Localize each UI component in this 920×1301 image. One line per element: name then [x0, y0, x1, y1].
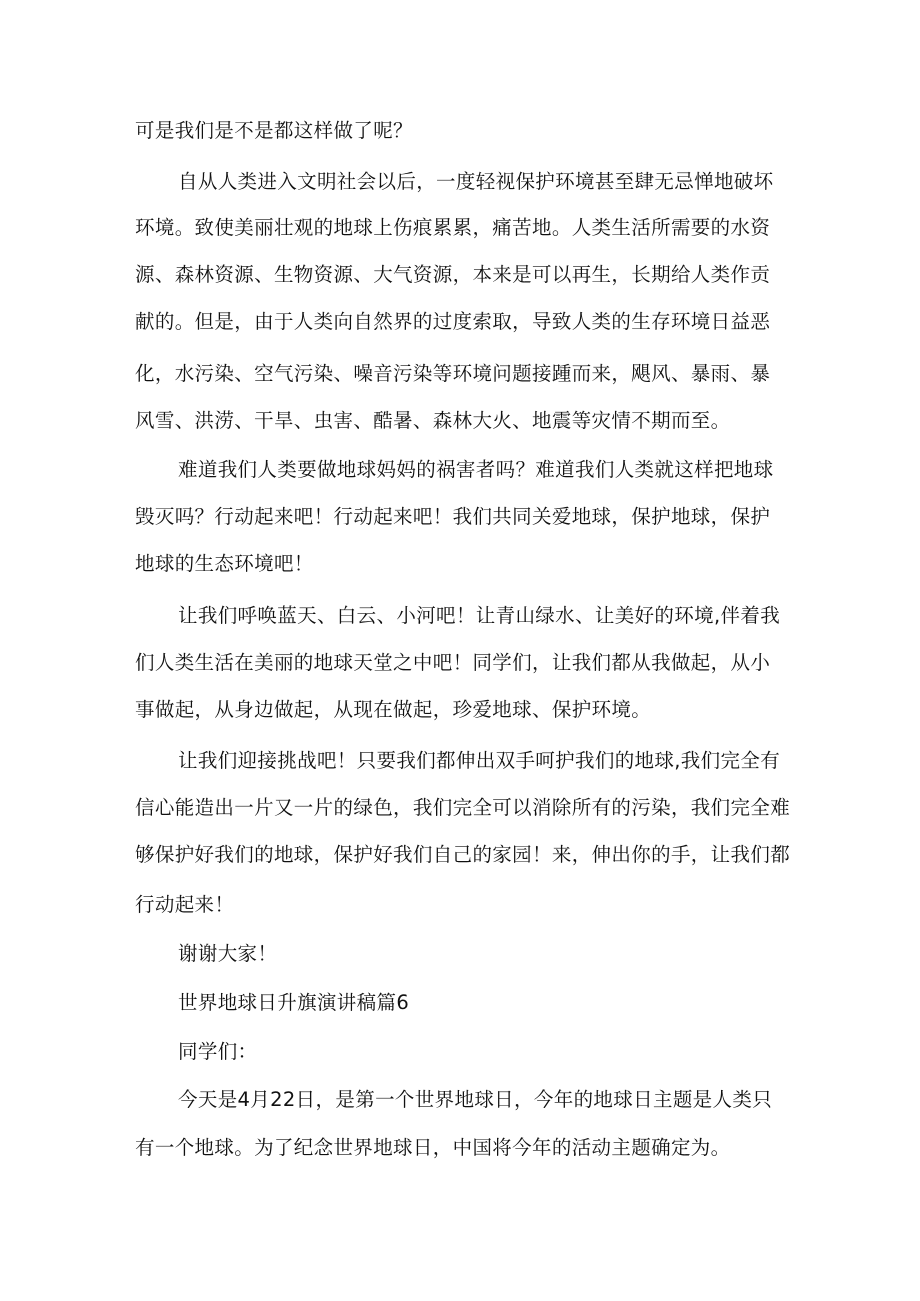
paragraph-first-line: 难道我们人类要做地球妈妈的祸害者吗？难道我们人类就这样把地球 [178, 458, 774, 481]
text-line: 们人类生活在美丽的地球天堂之中吧！同学们，让我们都从我做起，从小 [135, 651, 771, 674]
text-line: 献的。但是，由于人类向自然界的过度索取，导致人类的生存环境日益恶 [135, 310, 771, 333]
text-line: 够保护好我们的地球，保护好我们自己的家园！来，伸出你的手，让我们都 [135, 843, 791, 866]
text-line: 有一个地球。为了纪念世界地球日，中国将今年的活动主题确定为。 [135, 1136, 731, 1159]
paragraph-first-line: 今天是4月22日，是第一个世界地球日，今年的地球日主题是人类只 [178, 1088, 773, 1111]
text-line: 风雪、洪涝、干旱、虫害、酷暑、森林大火、地震等灾情不期而至。 [135, 409, 731, 432]
text-line: 信心能造出一片又一片的绿色，我们完全可以消除所有的污染，我们完全难 [135, 796, 791, 819]
section-heading: 世界地球日升旗演讲稿篇6 [178, 991, 410, 1014]
paragraph-first-line: 让我们迎接挑战吧！只要我们都伸出双手呵护我们的地球,我们完全有 [178, 749, 781, 772]
text-line: 毁灭吗？行动起来吧！行动起来吧！我们共同关爱地球，保护地球，保护 [135, 505, 771, 528]
paragraph-first-line: 自从人类进入文明社会以后，一度轻视保护环境甚至肆无忌惮地破坏 [178, 170, 774, 193]
paragraph-first-line: 让我们呼唤蓝天、白云、小河吧！让青山绿水、让美好的环境,伴着我 [178, 604, 781, 627]
text-line: 可是我们是不是都这样做了呢？ [135, 119, 413, 142]
text-line: 行动起来！ [135, 893, 235, 916]
text-line: 环境。致使美丽壮观的地球上伤痕累累，痛苦地。人类生活所需要的水资 [135, 216, 771, 239]
closing-line: 谢谢大家！ [178, 942, 278, 965]
text-line: 化，水污染、空气污染、噪音污染等环境问题接踵而来，飓风、暴雨、暴 [135, 362, 771, 385]
salutation: 同学们： [178, 1040, 258, 1063]
text-line: 源、森林资源、生物资源、大气资源，本来是可以再生，长期给人类作贡 [135, 263, 771, 286]
text-line: 地球的生态环境吧！ [135, 552, 314, 575]
text-line: 事做起，从身边做起，从现在做起，珍爱地球、保护环境。 [135, 698, 652, 721]
